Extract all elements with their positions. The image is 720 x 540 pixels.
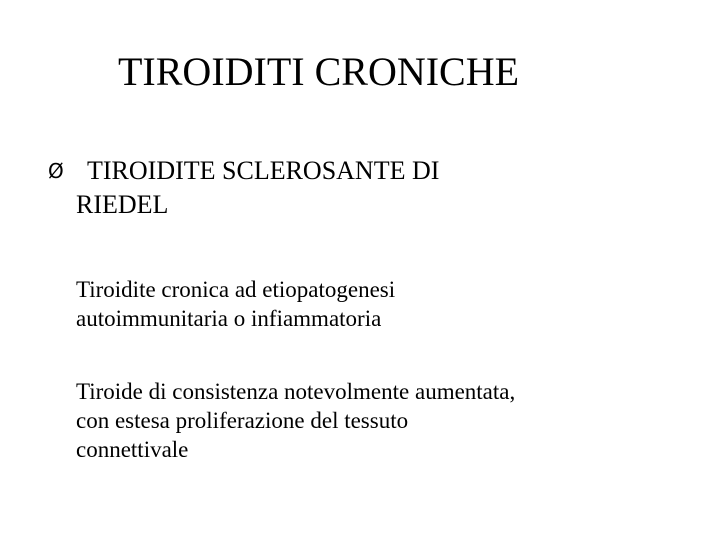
paragraph-line: autoimmunitaria o infiammatoria (76, 306, 382, 331)
paragraph-definition (76, 275, 676, 333)
arrow-bullet-icon: Ø (48, 159, 64, 183)
bullet-heading-line-1: TIROIDITE SCLEROSANTE DI (87, 156, 440, 185)
paragraph-description (76, 377, 676, 464)
bullet-heading (76, 154, 596, 222)
paragraph-line: con estesa proliferazione del tessuto (76, 408, 409, 433)
paragraph-line: Tiroidite cronica ad etiopatogenesi (76, 277, 396, 302)
bullet-heading-line-2: RIEDEL (76, 190, 169, 219)
paragraph-line: connettivale (76, 437, 189, 462)
slide-title: TIROIDITI CRONICHE (118, 49, 520, 94)
paragraph-line: Tiroide di consistenza notevolmente aumentata, (76, 379, 516, 404)
